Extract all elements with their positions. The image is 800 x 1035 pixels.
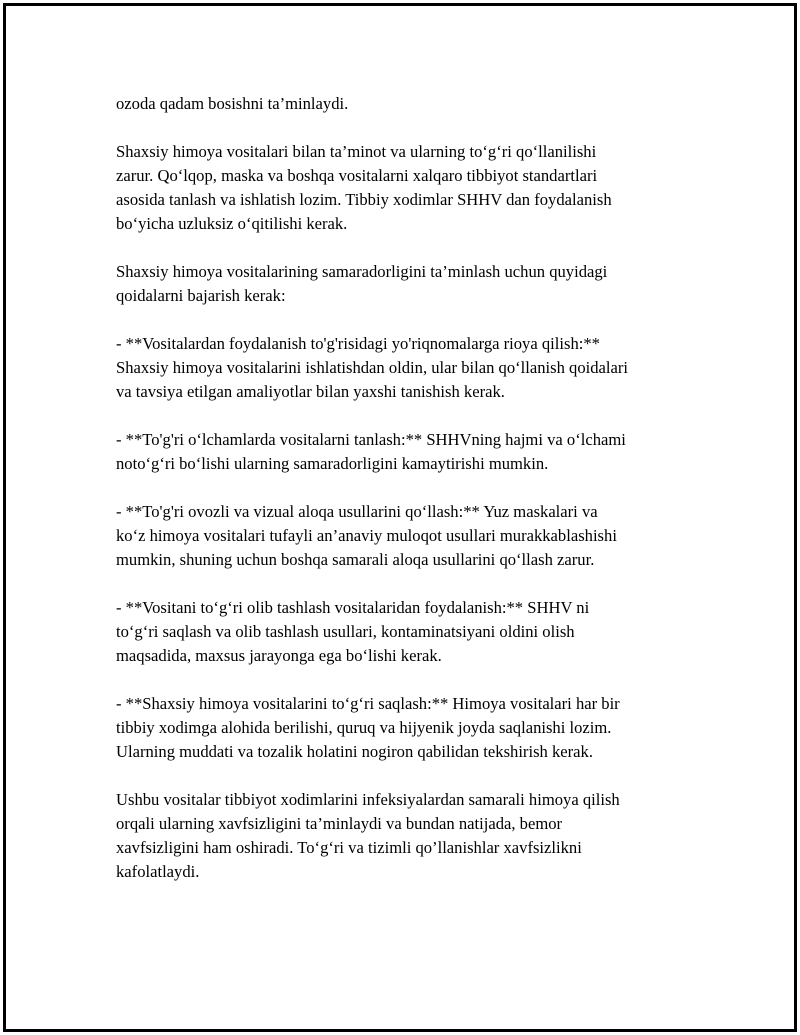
list-item-communication: - **To'g'ri ovozli va vizual aloqa usullarini qo‘llash:** Yuz maskalari va ko‘z himoya vositalari tufayli an’anaviy muloqot usullari murakkablashishi mumkin, shuning uchun boshqa samarali aloqa usullarini qo‘llash zarur. bbox=[116, 502, 617, 569]
paragraph-continuation: ozoda qadam bosishni ta’minlaydi. bbox=[116, 94, 349, 113]
list-item-sizing: - **To'g'ri o‘lchamlarda vositalarni tanlash:** SHHVning hajmi va o‘lchami noto‘g‘ri bo‘lishi ularning samaradorligini kamaytirishi mumkin. bbox=[116, 430, 626, 473]
list-item-storage: - **Shaxsiy himoya vositalarini to‘g‘ri saqlash:** Himoya vositalari har bir tibbiy xodimga alohida berilishi, quruq va hijyenik joyda saqlanishi lozim. Ularning muddati va tozalik holatini nogiron qabilidan tekshirish kerak. bbox=[116, 694, 620, 761]
paragraph-conclusion: Ushbu vositalar tibbiyot xodimlarini infeksiyalardan samarali himoya qilish orqali ularning xavfsizligini ta’minlaydi va bundan natijada, bemor xavfsizligini ham oshiradi. To‘g‘ri va tizimli qo’llanishlar xavfsizlikni kafolatlaydi. bbox=[116, 790, 620, 881]
document-body bbox=[116, 92, 696, 908]
paragraph-ppe-supply: Shaxsiy himoya vositalari bilan ta’minot va ularning to‘g‘ri qo‘llanilishi zarur. Qo‘lqop, maska va boshqa vositalarni xalqaro tibbiyot standartlari asosida tanlash va ishlatish lozim. Tibbiy xodimlar SHHV dan foydalanish bo‘yicha uzluksiz o‘qitilishi kerak. bbox=[116, 142, 612, 233]
list-item-instructions: - **Vositalardan foydalanish to'g'risidagi yo'riqnomalarga rioya qilish:** Shaxsiy himoya vositalarini ishlatishdan oldin, ular bilan qo‘llanish qoidalari va tavsiya etilgan amaliyotlar bilan yaxshi tanishish kerak. bbox=[116, 334, 629, 401]
paragraph-rules-intro: Shaxsiy himoya vositalarining samaradorligini ta’minlash uchun quyidagi qoidalarni bajarish kerak: bbox=[116, 262, 608, 305]
list-item-removal: - **Vositani to‘g‘ri olib tashlash vositalaridan foydalanish:** SHHV ni to‘g‘ri saqlash va olib tashlash usullari, kontaminatsiyani oldini olish maqsadida, maxsus jarayonga ega bo‘lishi kerak. bbox=[116, 598, 590, 665]
